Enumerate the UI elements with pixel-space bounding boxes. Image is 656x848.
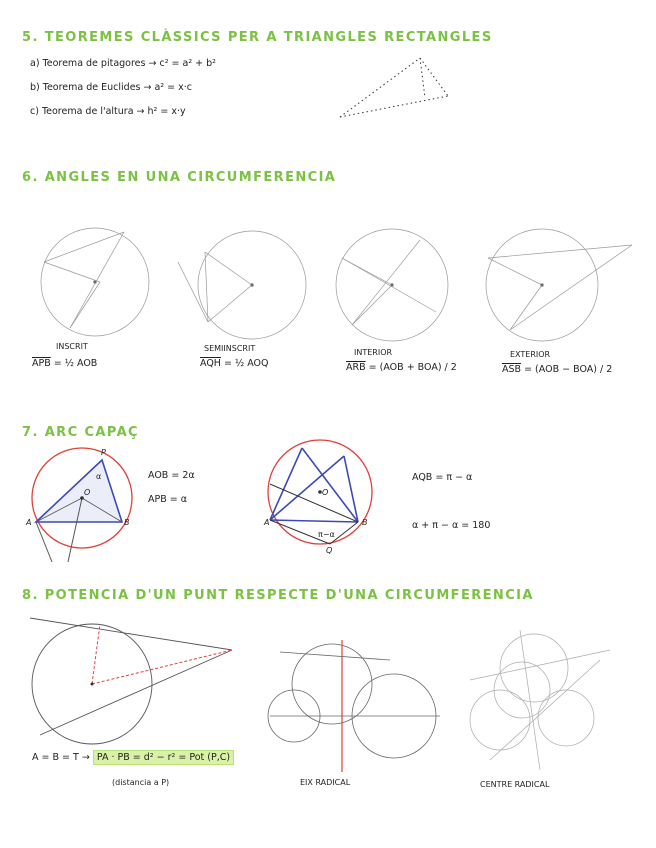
arc-capac-left-figure (32, 448, 132, 562)
inscrit-rhs: = ½ AOB (53, 358, 98, 369)
centre-radical-caption: CENTRE RADICAL (480, 780, 550, 789)
arc-capac-right-figure (268, 440, 372, 544)
semiinscrit-lhs: $\overline{AQH}$ (200, 358, 221, 369)
interior-figure (336, 229, 448, 341)
theorem-euclides: b) Teorema de Euclides → a² = x·c (30, 82, 192, 93)
right-triangle-figure (340, 58, 448, 117)
exterior-lhs: $\overline{ASB}$ (502, 364, 522, 375)
section-5-title: 5. TEOREMES CLÀSSICS PER A TRIANGLES RECTANGLES (22, 30, 493, 45)
section-6-title: 6. ANGLES EN UNA CIRCUMFERENCIA (22, 170, 337, 185)
alpha-left: α (96, 472, 102, 481)
theorem-pitagores: a) Teorema de pitagores → c² = a² + b² (30, 58, 216, 69)
potencia-note: (distancia a P) (112, 778, 170, 787)
point-o-right: O (322, 488, 329, 497)
potencia-highlight: PA · PB = d² − r² = Pot (P,C) (93, 750, 234, 765)
formula-aob: AOB = 2α (148, 470, 195, 481)
point-q: Q (326, 546, 333, 555)
point-a-left: A (26, 518, 32, 527)
pi-alpha-label: π−α (318, 530, 335, 539)
inscrit-lhs: $\overline{APB}$ (32, 358, 51, 369)
interior-label: INTERIOR (354, 348, 393, 357)
semiinscrit-rhs: = ½ AOQ (223, 358, 269, 369)
exterior-formula (502, 364, 612, 375)
potencia-figure (30, 618, 232, 744)
potencia-prefix: A = B = T → (32, 752, 90, 763)
formula-aqb: AQB = π − α (412, 472, 473, 483)
section-7-title: 7. ARC CAPAÇ (22, 425, 139, 440)
exterior-rhs: = (AOB − BOA) / 2 (524, 364, 613, 375)
eix-radical-figure (268, 640, 440, 772)
point-o-left: O (84, 488, 91, 497)
point-b-right: B (362, 518, 368, 527)
formula-sum: α + π − α = 180 (412, 520, 491, 531)
point-b-left: B (124, 518, 130, 527)
semiinscrit-figure (178, 231, 306, 339)
interior-formula (346, 362, 457, 373)
exterior-figure (486, 229, 632, 341)
interior-rhs: = (AOB + BOA) / 2 (368, 362, 457, 373)
theorem-altura: c) Teorema de l'altura → h² = x·y (30, 106, 186, 117)
inscrit-figure (41, 228, 149, 336)
exterior-label: EXTERIOR (510, 350, 551, 359)
point-p: P (101, 448, 106, 457)
semiinscrit-label: SEMIINSCRIT (204, 344, 256, 353)
point-a-right: A (264, 518, 270, 527)
section-8-title: 8. POTENCIA D'UN PUNT RESPECTE D'UNA CIRCUMFERENCIA (22, 588, 534, 603)
potencia-formula (32, 752, 234, 763)
interior-lhs: $\overline{ARB}$ (346, 362, 366, 373)
eix-radical-caption: EIX RADICAL (300, 778, 351, 787)
inscrit-formula (32, 358, 97, 369)
semiinscrit-formula (200, 358, 268, 369)
inscrit-label: INSCRIT (56, 342, 88, 351)
centre-radical-figure (470, 630, 610, 770)
formula-apb: APB = α (148, 494, 188, 505)
